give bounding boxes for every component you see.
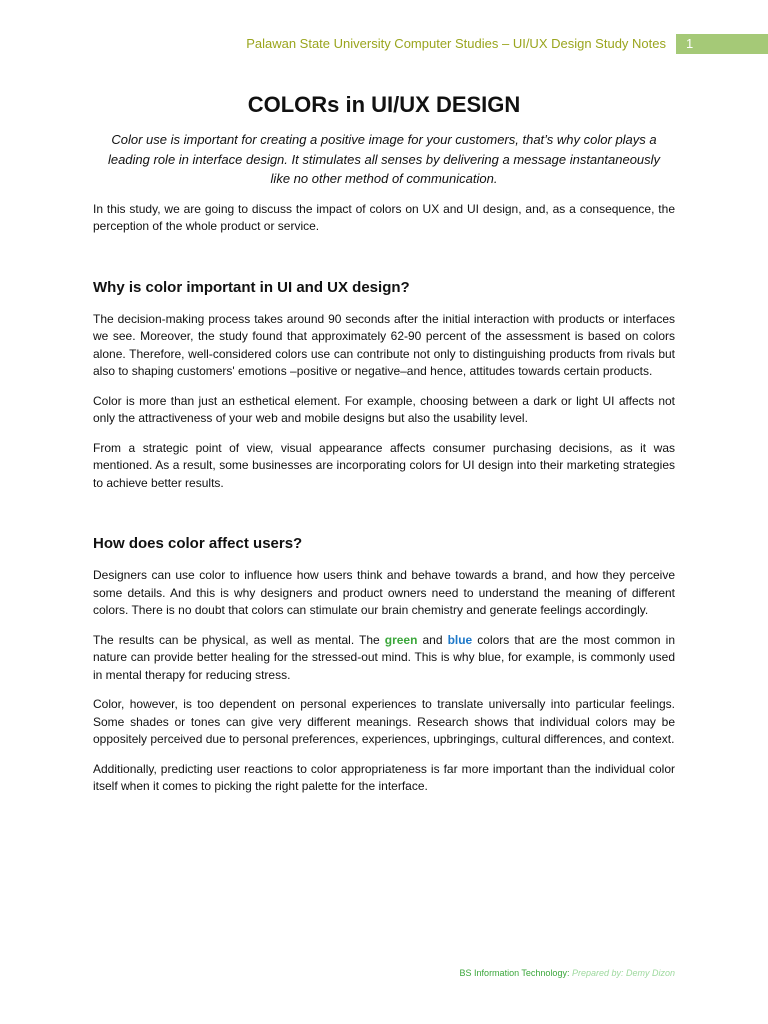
section-heading-color-affect: How does color affect users? — [93, 535, 303, 552]
paragraph: Color, however, is too dependent on personal experiences to translate universally into particular feelings. Some shades or tones can give very different meanings. Research shows that individual colors may be oppositely perceived due to personal preferences, experiences, upbringings, cultural differences, and context. — [93, 697, 675, 746]
text-run: and — [417, 632, 448, 647]
document-title: COLORs in UI/UX DESIGN — [247, 92, 521, 117]
page-footer — [460, 968, 675, 978]
paragraph: From a strategic point of view, visual appearance affects consumer purchasing decisions, as it was mentioned. As a result, some businesses are incorporating colors for UI design into their marketing strategies to achieve better results. — [93, 440, 675, 490]
footer-program: BS Information Technology: — [459, 968, 572, 978]
green-word: green — [384, 632, 418, 647]
lead-paragraph: In this study, we are going to discuss the impact of colors on UX and UI design, and, as a consequence, the perception of the whole product or service. — [93, 201, 675, 233]
paragraph: The decision-making process takes around 90 seconds after the initial interaction with products or interfaces we see. Moreover, the study found that approximately 62-90 percent of the assessment is based on colors alone. Therefore, well-considered colors use can contribute not only to distinguishing products from rivals but also to shaping customers' emotions –positive or negative–and hence, attitudes towards certain products. — [93, 311, 675, 378]
intro-paragraph: Color use is important for creating a positive image for your customers, that’s why color plays a leading role in interface design. It stimulates all senses by delivering a message instantaneously like no other method of communication. — [107, 132, 661, 186]
page-number: 1 — [686, 36, 694, 51]
header-title: Palawan State University Computer Studies – UI/UX Design Study Notes — [246, 36, 666, 51]
text-run: The results can be physical, as well as mental. The — [93, 632, 385, 647]
document-body — [93, 88, 675, 808]
paragraph: Color is more than just an esthetical element. For example, choosing between a dark or light UI affects not only the attractiveness of your web and mobile designs but also the usability level. — [93, 393, 675, 425]
section-heading-why-color: Why is color important in UI and UX design? — [93, 278, 410, 296]
page-header — [0, 34, 768, 54]
footer-prepared-by: Prepared by: Demy Dizon — [571, 968, 675, 978]
blue-word: blue — [447, 632, 473, 647]
page-number-box — [676, 34, 768, 54]
paragraph: Additionally, predicting user reactions to color appropriateness is far more important than the individual color itself when it comes to picking the right palette for the interface. — [93, 761, 675, 793]
paragraph-colors — [93, 632, 675, 685]
paragraph: Designers can use color to influence how users think and behave towards a brand, and how they perceive some details. And this is why designers and product owners need to understand the meaning of different colors. There is no doubt that colors can stimulate our brain chemistry and generate feelings accordingly. — [93, 568, 675, 617]
text-run: colors that are the most common in nature can provide better healing for the stressed-out mind. This is why blue, for example, is commonly used in mental therapy for reducing stress. — [93, 632, 675, 682]
